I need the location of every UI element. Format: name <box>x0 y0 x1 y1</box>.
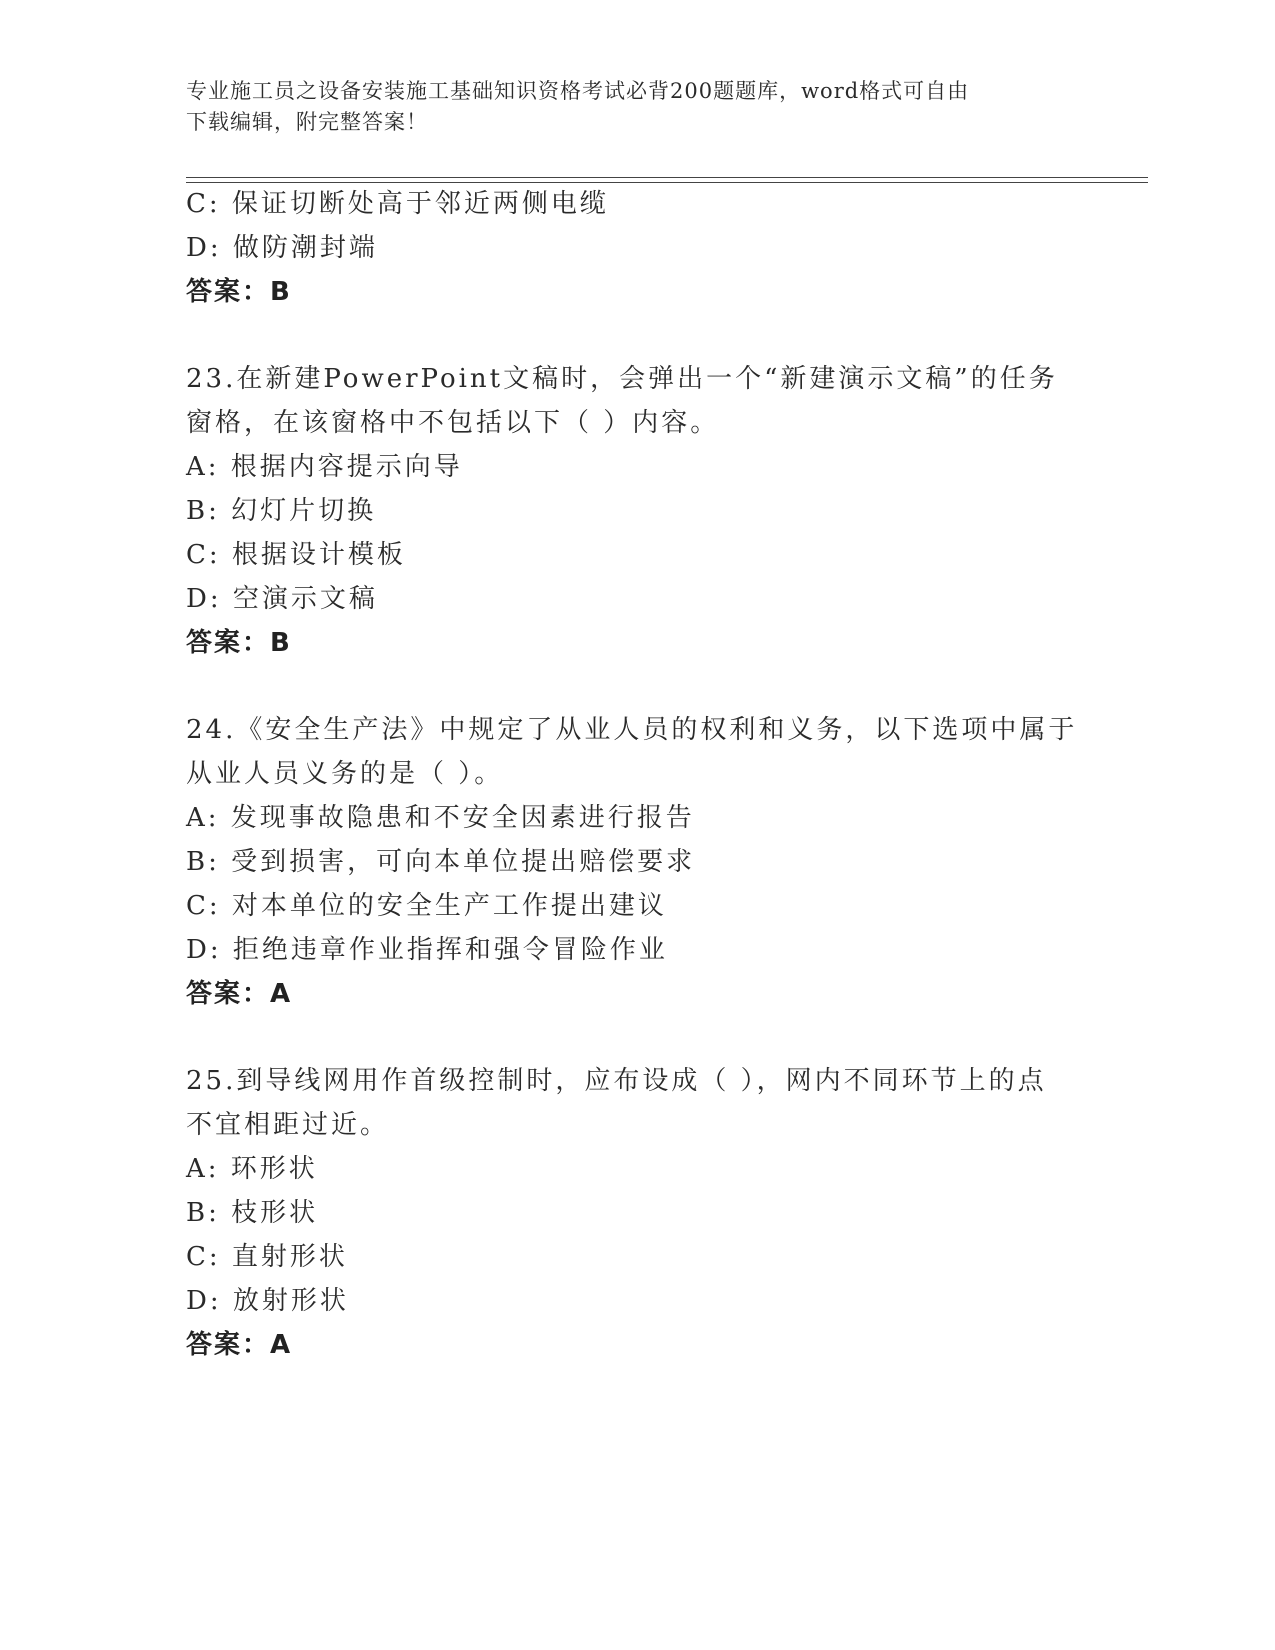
option-b: B: 幻灯片切换 <box>186 496 377 526</box>
header-divider-top <box>186 177 1148 178</box>
answer: 答案：A <box>186 1330 293 1360</box>
question-stem-line-2: 从业人员义务的是（ ）。 <box>186 759 504 789</box>
header-divider-bottom <box>186 182 1148 183</box>
document-title-line-2: 下载编辑，附完整答案！ <box>186 110 428 134</box>
option-a: A: 根据内容提示向导 <box>186 452 463 482</box>
option-c: C: 直射形状 <box>186 1242 348 1272</box>
document-title-line-1: 专业施工员之设备安装施工基础知识资格考试必背200题题库，word格式可自由 <box>186 79 970 103</box>
option-b: B: 受到损害，可向本单位提出赔偿要求 <box>186 847 696 877</box>
answer: 答案：B <box>186 277 292 307</box>
question-stem-line-1: 25.到导线网用作首级控制时，应布设成（ ），网内不同环节上的点 <box>186 1066 1047 1096</box>
answer: 答案：B <box>186 628 292 658</box>
question-stem-line-2: 不宜相距过近。 <box>186 1110 390 1140</box>
option-d: D: 放射形状 <box>186 1286 349 1316</box>
question-stem-line-1: 24.《安全生产法》中规定了从业人员的权利和义务，以下选项中属于 <box>186 715 1078 745</box>
option-c: C: 保证切断处高于邻近两侧电缆 <box>186 189 609 219</box>
option-d: D: 空演示文稿 <box>186 584 378 614</box>
option-a: A: 环形状 <box>186 1154 318 1184</box>
option-d: D: 拒绝违章作业指挥和强令冒险作业 <box>186 935 668 965</box>
answer: 答案：A <box>186 979 293 1009</box>
option-c: C: 根据设计模板 <box>186 540 406 570</box>
question-stem-line-2: 窗格，在该窗格中不包括以下（ ）内容。 <box>186 408 720 438</box>
document-title <box>186 76 1066 138</box>
option-c: C: 对本单位的安全生产工作提出建议 <box>186 891 667 921</box>
option-d: D: 做防潮封端 <box>186 233 378 263</box>
option-b: B: 枝形状 <box>186 1198 319 1228</box>
option-a: A: 发现事故隐患和不安全因素进行报告 <box>186 803 695 833</box>
question-stem-line-1: 23.在新建PowerPoint文稿时，会弹出一个“新建演示文稿”的任务 <box>186 364 1058 394</box>
